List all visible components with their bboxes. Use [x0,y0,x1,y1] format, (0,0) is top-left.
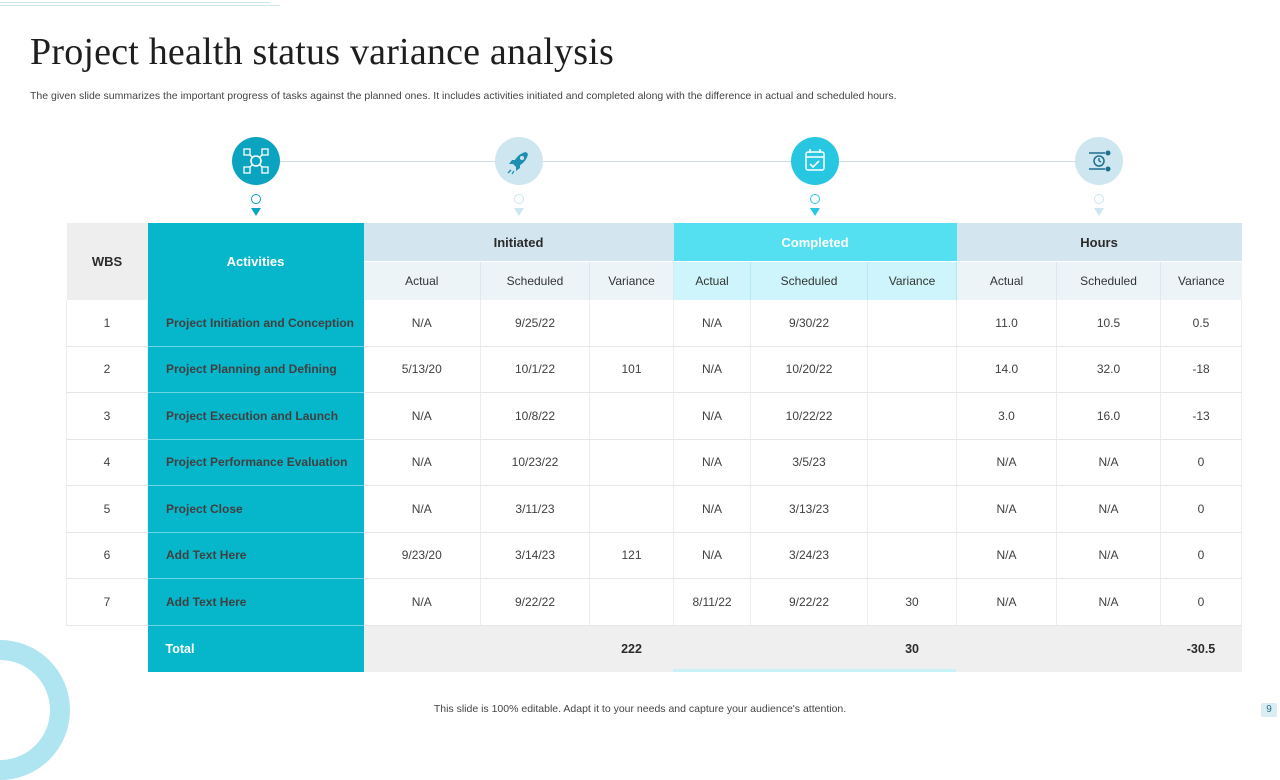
completed-actual-header: Actual [674,262,751,301]
initiated-scheduled-cell: 3/14/23 [481,532,590,579]
process-clock-icon [1075,137,1123,185]
completed-scheduled-cell: 10/20/22 [751,346,868,393]
variance-table [66,223,1242,672]
initiated-actual-cell: N/A [364,393,481,440]
hours-scheduled-header: Scheduled [1057,262,1161,301]
activity-cell: Add Text Here [148,532,364,579]
completed-variance-cell [868,300,957,346]
initiated-scheduled-cell: 10/23/22 [481,439,590,486]
wbs-cell: 6 [67,532,148,579]
activity-cell: Project Close [148,486,364,533]
hours-scheduled-cell: N/A [1057,439,1161,486]
completed-variance-cell [868,346,957,393]
completed-variance-cell: 30 [868,579,957,626]
completed-actual-cell: N/A [674,300,751,346]
hours-variance-cell: -18 [1161,346,1242,393]
wbs-cell: 1 [67,300,148,346]
network-icon [232,137,280,185]
footer-note: This slide is 100% editable. Adapt it to your needs and capture your audience's attention. [433,703,847,715]
activity-cell: Project Performance Evaluation [148,439,364,486]
completed-variance-header: Variance [868,262,957,301]
timeline-marker-ring [1094,194,1104,204]
completed-actual-cell: N/A [674,486,751,533]
initiated-variance-header: Variance [590,262,674,301]
initiated-actual-cell: N/A [364,486,481,533]
timeline-connector [256,161,1100,162]
completed-total-accent [673,669,956,672]
completed-scheduled-cell: 3/5/23 [751,439,868,486]
wbs-cell: 2 [67,346,148,393]
completed-actual-cell: N/A [674,532,751,579]
initiated-scheduled-header: Scheduled [481,262,590,301]
completed-variance-cell [868,393,957,440]
initiated-scheduled-cell: 10/1/22 [481,346,590,393]
activity-cell: Project Planning and Defining [148,346,364,393]
table-row [67,300,1242,346]
initiated-variance-cell [590,486,674,533]
completed-group-header: Completed [674,223,957,262]
total-label: Total [148,625,364,672]
hours-actual-cell: N/A [957,439,1057,486]
timeline-marker-arrow [251,208,261,216]
table-row [67,486,1242,533]
hours-actual-cell: N/A [957,579,1057,626]
table-row [67,532,1242,579]
hours-actual-cell: 11.0 [957,300,1057,346]
wbs-cell: 3 [67,393,148,440]
page-subtitle: The given slide summarizes the important progress of tasks against the planned ones. It includes activities initiated and completed along with the difference in actual and scheduled hours. [30,90,897,102]
completed-variance-cell [868,439,957,486]
completed-variance-cell [868,532,957,579]
initiated-scheduled-cell: 10/8/22 [481,393,590,440]
wbs-cell: 7 [67,579,148,626]
initiated-scheduled-cell: 3/11/23 [481,486,590,533]
total-initiated-variance: 222 [590,625,674,672]
total-hours-scheduled [1057,625,1161,672]
completed-scheduled-header: Scheduled [751,262,868,301]
hours-group-header: Hours [957,223,1242,262]
completed-scheduled-cell: 9/22/22 [751,579,868,626]
hours-variance-cell: -13 [1161,393,1242,440]
hours-scheduled-cell: N/A [1057,579,1161,626]
activities-header: Activities [148,223,364,300]
timeline-marker-arrow [1094,208,1104,216]
timeline-marker-arrow [514,208,524,216]
wbs-header: WBS [67,223,148,300]
initiated-group-header: Initiated [364,223,674,262]
hours-actual-cell: N/A [957,486,1057,533]
hours-scheduled-cell: N/A [1057,532,1161,579]
hours-variance-cell: 0 [1161,486,1242,533]
table-row [67,439,1242,486]
initiated-variance-cell [590,300,674,346]
completed-actual-cell: N/A [674,346,751,393]
completed-scheduled-cell: 3/24/23 [751,532,868,579]
total-initiated-actual [364,625,481,672]
hours-scheduled-cell: 32.0 [1057,346,1161,393]
hours-variance-cell: 0.5 [1161,300,1242,346]
completed-scheduled-cell: 9/30/22 [751,300,868,346]
initiated-actual-cell: N/A [364,439,481,486]
total-row [67,625,1242,672]
hours-variance-header: Variance [1161,262,1242,301]
completed-actual-cell: N/A [674,393,751,440]
activity-cell: Project Initiation and Conception [148,300,364,346]
completed-scheduled-cell: 3/13/23 [751,486,868,533]
completed-scheduled-cell: 10/22/22 [751,393,868,440]
initiated-scheduled-cell: 9/25/22 [481,300,590,346]
hours-variance-cell: 0 [1161,579,1242,626]
table-row [67,579,1242,626]
initiated-actual-cell: N/A [364,300,481,346]
total-hours-actual [957,625,1057,672]
initiated-variance-cell [590,579,674,626]
wbs-cell: 5 [67,486,148,533]
activity-cell: Project Execution and Launch [148,393,364,440]
hours-actual-header: Actual [957,262,1057,301]
table-row [67,393,1242,440]
hours-actual-cell: 14.0 [957,346,1057,393]
hours-actual-cell: N/A [957,532,1057,579]
total-initiated-scheduled [481,625,590,672]
timeline-marker-arrow [810,208,820,216]
completed-variance-cell [868,486,957,533]
hours-scheduled-cell: 16.0 [1057,393,1161,440]
initiated-variance-cell [590,393,674,440]
initiated-variance-cell: 121 [590,532,674,579]
hours-variance-cell: 0 [1161,532,1242,579]
timeline-marker-ring [514,194,524,204]
completed-actual-cell: 8/11/22 [674,579,751,626]
hours-scheduled-cell: N/A [1057,486,1161,533]
initiated-actual-cell: N/A [364,579,481,626]
hours-actual-cell: 3.0 [957,393,1057,440]
wbs-cell: 4 [67,439,148,486]
completed-actual-cell: N/A [674,439,751,486]
initiated-variance-cell [590,439,674,486]
hours-variance-cell: 0 [1161,439,1242,486]
total-wbs-blank [67,625,148,672]
top-decoration-lines [0,0,280,8]
page-number: 9 [1261,703,1277,717]
activity-cell: Add Text Here [148,579,364,626]
table-row [67,346,1242,393]
total-completed-actual [674,625,751,672]
initiated-actual-header: Actual [364,262,481,301]
page-title: Project health status variance analysis [30,31,614,73]
rocket-icon [495,137,543,185]
timeline-marker-ring [251,194,261,204]
initiated-actual-cell: 9/23/20 [364,532,481,579]
timeline-marker-ring [810,194,820,204]
initiated-scheduled-cell: 9/22/22 [481,579,590,626]
total-completed-variance: 30 [868,625,957,672]
total-hours-variance: -30.5 [1161,625,1242,672]
initiated-variance-cell: 101 [590,346,674,393]
hours-scheduled-cell: 10.5 [1057,300,1161,346]
total-completed-scheduled [751,625,868,672]
calendar-check-icon [791,137,839,185]
initiated-actual-cell: 5/13/20 [364,346,481,393]
